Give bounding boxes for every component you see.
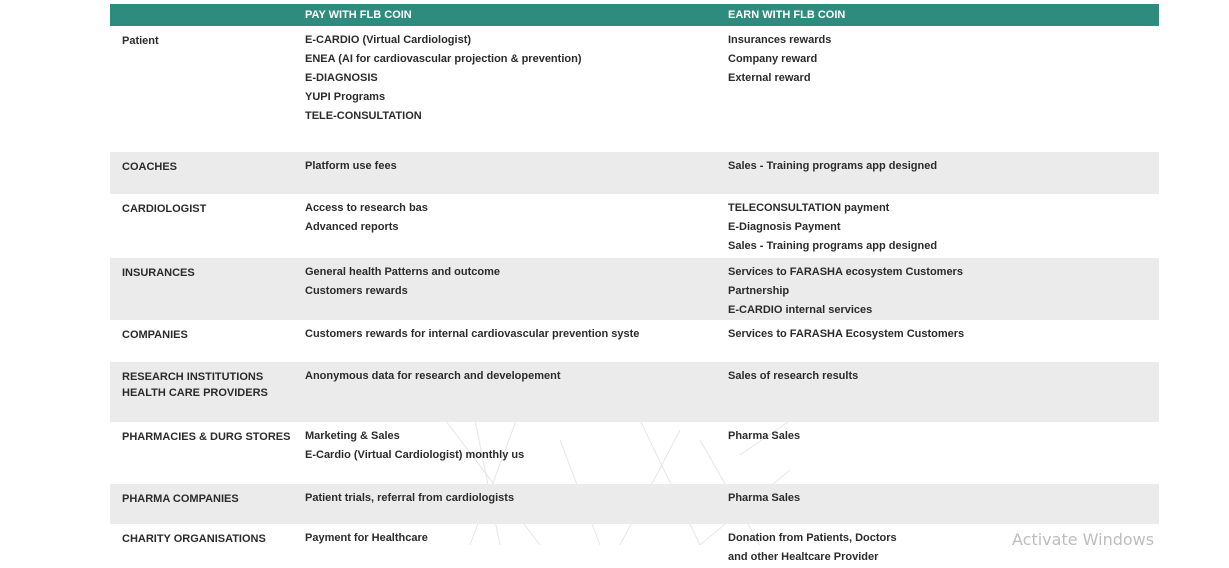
earn-item: Insurances rewards [728,34,832,46]
earn-cell [716,152,1159,194]
pay-cell [293,320,716,362]
table-row [110,422,1159,484]
pay-cell [293,194,716,258]
role-cell: COACHES [122,161,178,173]
pay-item: Access to research bas [305,202,428,214]
pay-item: Advanced reports [305,221,399,233]
earn-item: External reward [728,72,811,84]
table-row [110,152,1159,194]
earn-cell [716,422,1159,484]
pay-item: Patient trials, referral from cardiologists [305,492,515,504]
pay-cell [293,362,716,422]
role-cell: PHARMACIES & DURG STORES [122,431,291,443]
pay-item: TELE-CONSULTATION [305,110,422,122]
pay-item: Payment for Healthcare [305,532,428,544]
earn-item: Services to FARASHA ecosystem Customers [728,266,963,278]
earn-item: Partnership [728,285,790,297]
table-row [110,524,1159,568]
earn-cell [716,484,1159,524]
role-cell: PHARMA COMPANIES [122,493,239,505]
table-row [110,320,1159,362]
table-row [110,194,1159,258]
role-cell: RESEARCH INSTITUTIONS HEALTH CARE PROVIDERS [122,371,268,399]
pay-cell [293,524,716,568]
earn-item: TELECONSULTATION payment [728,202,890,214]
pay-item: E-CARDIO (Virtual Cardiologist) [305,34,472,46]
table-row [110,258,1159,320]
earn-item: and other Healtcare Provider [728,551,879,563]
pay-item: ENEA (AI for cardiovascular projection & prevention) [305,53,582,65]
role-cell: COMPANIES [122,329,188,341]
pay-item: Customers rewards [305,285,408,297]
earn-item: Pharma Sales [728,430,801,442]
earn-cell [716,194,1159,258]
earn-item: Pharma Sales [728,492,801,504]
pay-cell [293,422,716,484]
table-row [110,484,1159,524]
role-cell: CARDIOLOGIST [122,203,207,215]
table-row [110,362,1159,422]
pay-cell [293,484,716,524]
header-role [110,4,293,26]
pay-item: Platform use fees [305,160,397,172]
role-cell: INSURANCES [122,267,195,279]
pay-item: Marketing & Sales [305,430,400,442]
earn-item: Sales - Training programs app designed [728,240,938,252]
earn-item: Company reward [728,53,818,65]
role-cell: CHARITY ORGANISATIONS [122,533,266,545]
earn-cell [716,258,1159,320]
pay-cell [293,258,716,320]
table-row [110,26,1159,152]
earn-cell [716,26,1159,152]
earn-cell [716,320,1159,362]
pay-item: YUPI Programs [305,91,386,103]
earn-item: Donation from Patients, Doctors [728,532,897,544]
pay-item: Anonymous data for research and developement [305,370,561,382]
pay-cell [293,152,716,194]
header-earn-with-flb-coin: EARN WITH FLB COIN [728,8,846,21]
earn-item: Services to FARASHA Ecosystem Customers [728,328,965,340]
pay-item: E-DIAGNOSIS [305,72,378,84]
activate-windows-watermark: Activate Windows [1012,530,1155,549]
earn-cell [716,362,1159,422]
pay-item: General health Patterns and outcome [305,266,500,278]
pay-item: E-Cardio (Virtual Cardiologist) monthly us [305,449,525,461]
table-header-row [110,4,1159,26]
earn-item: Sales - Training programs app designed [728,160,938,172]
pay-cell [293,26,716,152]
earn-item: E-Diagnosis Payment [728,221,841,233]
role-cell: Patient [122,35,159,47]
pay-item: Customers rewards for internal cardiovascular prevention syste [305,328,640,340]
header-pay-with-flb-coin: PAY WITH FLB COIN [305,8,412,21]
earn-item: E-CARDIO internal services [728,304,873,316]
flb-coin-table [110,4,1159,568]
earn-item: Sales of research results [728,370,859,382]
